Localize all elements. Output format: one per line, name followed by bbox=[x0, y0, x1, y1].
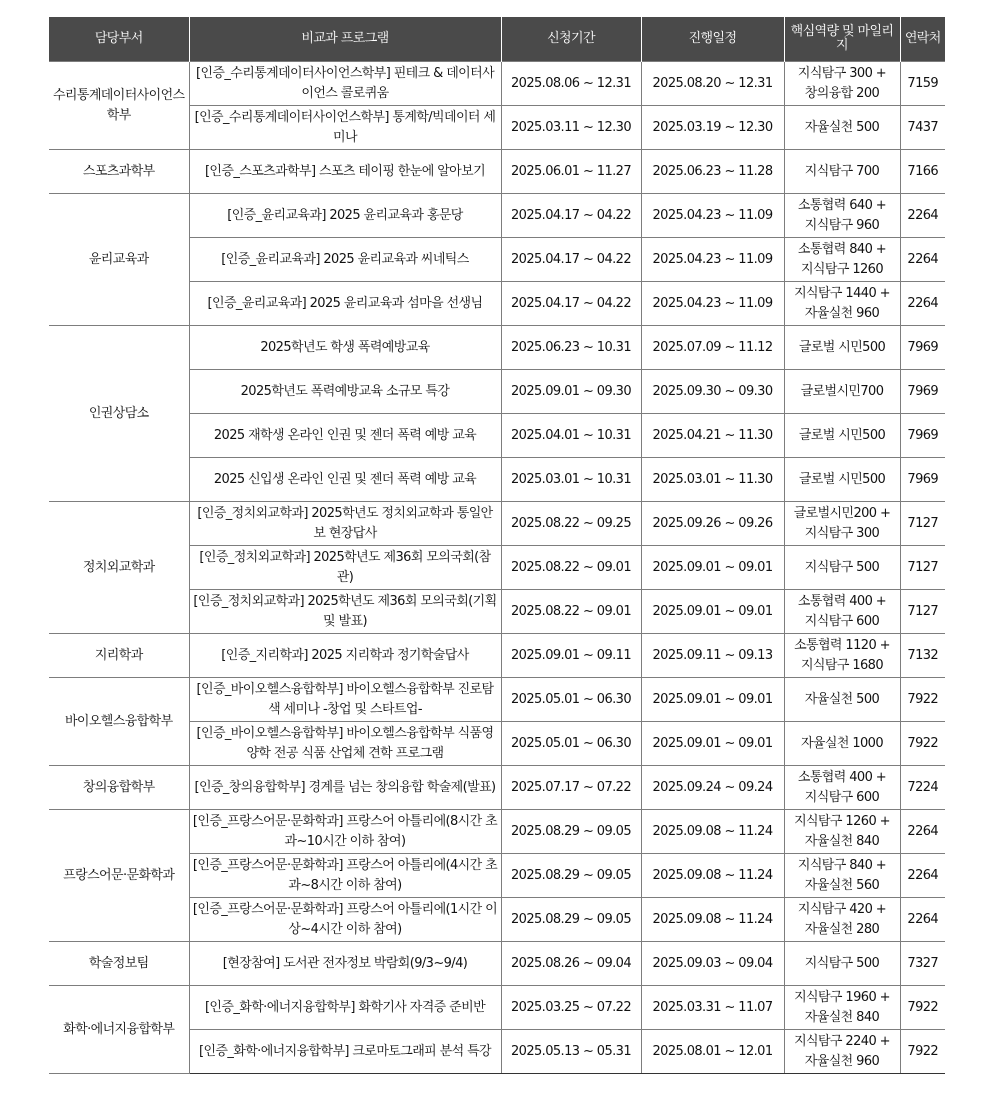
schedule-cell: 2025.04.23 ~ 11.09 bbox=[641, 194, 784, 238]
program-cell: [인증_화학·에너지융합학부] 크로마토그래피 분석 특강 bbox=[189, 1030, 501, 1074]
dept-cell: 창의융합학부 bbox=[49, 766, 189, 810]
schedule-cell: 2025.09.11 ~ 09.13 bbox=[641, 634, 784, 678]
table-row[interactable] bbox=[49, 678, 945, 722]
dept-cell: 화학·에너지융합학부 bbox=[49, 986, 189, 1074]
header-row bbox=[49, 17, 945, 62]
contact-cell: 7969 bbox=[900, 326, 945, 370]
contact-cell: 7437 bbox=[900, 106, 945, 150]
contact-cell: 2264 bbox=[900, 898, 945, 942]
contact-cell: 2264 bbox=[900, 238, 945, 282]
apply-period-cell: 2025.08.29 ~ 09.05 bbox=[501, 854, 641, 898]
points-cell: 지식탐구 700 bbox=[784, 150, 900, 194]
apply-period-cell: 2025.04.01 ~ 10.31 bbox=[501, 414, 641, 458]
contact-cell: 7132 bbox=[900, 634, 945, 678]
apply-period-cell: 2025.08.22 ~ 09.01 bbox=[501, 546, 641, 590]
dept-cell: 프랑스어문·문화학과 bbox=[49, 810, 189, 942]
apply-period-cell: 2025.08.22 ~ 09.25 bbox=[501, 502, 641, 546]
schedule-cell: 2025.09.24 ~ 09.24 bbox=[641, 766, 784, 810]
program-cell: 2025학년도 폭력예방교육 소규모 특강 bbox=[189, 370, 501, 414]
points-cell: 지식탐구 1260 + 자율실천 840 bbox=[784, 810, 900, 854]
contact-cell: 7922 bbox=[900, 1030, 945, 1074]
apply-period-cell: 2025.06.23 ~ 10.31 bbox=[501, 326, 641, 370]
dept-cell: 지리학과 bbox=[49, 634, 189, 678]
program-cell: [인증_윤리교육과] 2025 윤리교육과 홍문당 bbox=[189, 194, 501, 238]
apply-period-cell: 2025.05.01 ~ 06.30 bbox=[501, 678, 641, 722]
contact-cell: 7922 bbox=[900, 678, 945, 722]
program-cell: [인증_프랑스어문·문화학과] 프랑스어 아틀리에(8시간 초과~10시간 이하 참여) bbox=[189, 810, 501, 854]
header-schedule[interactable]: 진행일정 bbox=[641, 17, 784, 62]
contact-cell: 7327 bbox=[900, 942, 945, 986]
schedule-cell: 2025.09.01 ~ 09.01 bbox=[641, 678, 784, 722]
points-cell: 자율실천 500 bbox=[784, 106, 900, 150]
apply-period-cell: 2025.05.13 ~ 05.31 bbox=[501, 1030, 641, 1074]
program-cell: [인증_프랑스어문·문화학과] 프랑스어 아틀리에(4시간 초과~8시간 이하 참여) bbox=[189, 854, 501, 898]
apply-period-cell: 2025.08.06 ~ 12.31 bbox=[501, 62, 641, 106]
schedule-cell: 2025.03.31 ~ 11.07 bbox=[641, 986, 784, 1030]
dept-cell: 윤리교육과 bbox=[49, 194, 189, 326]
schedule-cell: 2025.08.20 ~ 12.31 bbox=[641, 62, 784, 106]
program-cell: [인증_정치외교학과] 2025학년도 제36회 모의국회(기획 및 발표) bbox=[189, 590, 501, 634]
apply-period-cell: 2025.07.17 ~ 07.22 bbox=[501, 766, 641, 810]
dept-cell: 스포츠과학부 bbox=[49, 150, 189, 194]
apply-period-cell: 2025.03.25 ~ 07.22 bbox=[501, 986, 641, 1030]
schedule-cell: 2025.03.19 ~ 12.30 bbox=[641, 106, 784, 150]
schedule-cell: 2025.03.01 ~ 11.30 bbox=[641, 458, 784, 502]
dept-cell: 정치외교학과 bbox=[49, 502, 189, 634]
points-cell: 지식탐구 300 + 창의융합 200 bbox=[784, 62, 900, 106]
table-row[interactable] bbox=[49, 810, 945, 854]
table-row[interactable] bbox=[49, 150, 945, 194]
program-cell: [인증_바이오헬스융합학부] 바이오헬스융합학부 식품영양학 전공 식품 산업체 견학 프로그램 bbox=[189, 722, 501, 766]
points-cell: 자율실천 500 bbox=[784, 678, 900, 722]
apply-period-cell: 2025.09.01 ~ 09.30 bbox=[501, 370, 641, 414]
apply-period-cell: 2025.08.29 ~ 09.05 bbox=[501, 898, 641, 942]
table-row[interactable] bbox=[49, 62, 945, 106]
apply-period-cell: 2025.04.17 ~ 04.22 bbox=[501, 194, 641, 238]
points-cell: 지식탐구 420 + 자율실천 280 bbox=[784, 898, 900, 942]
contact-cell: 7922 bbox=[900, 722, 945, 766]
schedule-cell: 2025.09.08 ~ 11.24 bbox=[641, 854, 784, 898]
program-cell: 2025 재학생 온라인 인권 및 젠더 폭력 예방 교육 bbox=[189, 414, 501, 458]
contact-cell: 7922 bbox=[900, 986, 945, 1030]
points-cell: 자율실천 1000 bbox=[784, 722, 900, 766]
points-cell: 글로벌 시민500 bbox=[784, 326, 900, 370]
points-cell: 소통협력 1120 + 지식탐구 1680 bbox=[784, 634, 900, 678]
header-program[interactable]: 비교과 프로그램 bbox=[189, 17, 501, 62]
schedule-cell: 2025.09.01 ~ 09.01 bbox=[641, 546, 784, 590]
table-row[interactable] bbox=[49, 634, 945, 678]
contact-cell: 7969 bbox=[900, 458, 945, 502]
points-cell: 지식탐구 840 + 자율실천 560 bbox=[784, 854, 900, 898]
apply-period-cell: 2025.08.29 ~ 09.05 bbox=[501, 810, 641, 854]
table-body bbox=[49, 62, 945, 1074]
contact-cell: 2264 bbox=[900, 810, 945, 854]
points-cell: 지식탐구 1440 + 자율실천 960 bbox=[784, 282, 900, 326]
apply-period-cell: 2025.04.17 ~ 04.22 bbox=[501, 282, 641, 326]
header-points[interactable]: 핵심역량 및 마일리지 bbox=[784, 17, 900, 62]
program-cell: [인증_스포츠과학부] 스포츠 테이핑 한눈에 알아보기 bbox=[189, 150, 501, 194]
schedule-cell: 2025.09.26 ~ 09.26 bbox=[641, 502, 784, 546]
apply-period-cell: 2025.08.26 ~ 09.04 bbox=[501, 942, 641, 986]
table-row[interactable] bbox=[49, 502, 945, 546]
points-cell: 지식탐구 500 bbox=[784, 546, 900, 590]
apply-period-cell: 2025.03.11 ~ 12.30 bbox=[501, 106, 641, 150]
contact-cell: 7127 bbox=[900, 590, 945, 634]
points-cell: 소통협력 640 + 지식탐구 960 bbox=[784, 194, 900, 238]
program-cell: 2025 신입생 온라인 인권 및 젠더 폭력 예방 교육 bbox=[189, 458, 501, 502]
points-cell: 소통협력 400 + 지식탐구 600 bbox=[784, 766, 900, 810]
apply-period-cell: 2025.04.17 ~ 04.22 bbox=[501, 238, 641, 282]
contact-cell: 7969 bbox=[900, 370, 945, 414]
apply-period-cell: 2025.09.01 ~ 09.11 bbox=[501, 634, 641, 678]
program-cell: [인증_수리통계데이터사이언스학부] 핀테크 & 데이터사이언스 콜로퀴움 bbox=[189, 62, 501, 106]
points-cell: 지식탐구 2240 + 자율실천 960 bbox=[784, 1030, 900, 1074]
contact-cell: 7159 bbox=[900, 62, 945, 106]
table-row[interactable] bbox=[49, 326, 945, 370]
program-cell: [인증_정치외교학과] 2025학년도 제36회 모의국회(참관) bbox=[189, 546, 501, 590]
program-cell: 2025학년도 학생 폭력예방교육 bbox=[189, 326, 501, 370]
dept-cell: 바이오헬스융합학부 bbox=[49, 678, 189, 766]
schedule-cell: 2025.09.08 ~ 11.24 bbox=[641, 810, 784, 854]
points-cell: 소통협력 400 + 지식탐구 600 bbox=[784, 590, 900, 634]
schedule-cell: 2025.09.03 ~ 09.04 bbox=[641, 942, 784, 986]
program-cell: [인증_정치외교학과] 2025학년도 정치외교학과 통일안보 현장답사 bbox=[189, 502, 501, 546]
points-cell: 글로벌시민700 bbox=[784, 370, 900, 414]
contact-cell: 2264 bbox=[900, 282, 945, 326]
program-cell: [인증_지리학과] 2025 지리학과 정기학술답사 bbox=[189, 634, 501, 678]
contact-cell: 7127 bbox=[900, 546, 945, 590]
contact-cell: 7127 bbox=[900, 502, 945, 546]
schedule-cell: 2025.08.01 ~ 12.01 bbox=[641, 1030, 784, 1074]
contact-cell: 2264 bbox=[900, 854, 945, 898]
header-apply-period[interactable]: 신청기간 bbox=[501, 17, 641, 62]
table-row[interactable] bbox=[49, 194, 945, 238]
dept-cell: 수리통계데이터사이언스학부 bbox=[49, 62, 189, 150]
schedule-cell: 2025.04.23 ~ 11.09 bbox=[641, 282, 784, 326]
schedule-cell: 2025.09.08 ~ 11.24 bbox=[641, 898, 784, 942]
schedule-cell: 2025.09.01 ~ 09.01 bbox=[641, 590, 784, 634]
program-cell: [인증_창의융합학부] 경계를 넘는 창의융합 학술제(발표) bbox=[189, 766, 501, 810]
program-cell: [인증_윤리교육과] 2025 윤리교육과 섬마을 선생님 bbox=[189, 282, 501, 326]
apply-period-cell: 2025.08.22 ~ 09.01 bbox=[501, 590, 641, 634]
points-cell: 글로벌 시민500 bbox=[784, 458, 900, 502]
dept-cell: 학술정보팀 bbox=[49, 942, 189, 986]
schedule-cell: 2025.09.01 ~ 09.01 bbox=[641, 722, 784, 766]
header-contact[interactable]: 연락처 bbox=[900, 17, 945, 62]
contact-cell: 7166 bbox=[900, 150, 945, 194]
program-cell: [인증_화학·에너지융합학부] 화학기사 자격증 준비반 bbox=[189, 986, 501, 1030]
table-row[interactable] bbox=[49, 986, 945, 1030]
points-cell: 글로벌시민200 + 지식탐구 300 bbox=[784, 502, 900, 546]
points-cell: 지식탐구 500 bbox=[784, 942, 900, 986]
dept-cell: 인권상담소 bbox=[49, 326, 189, 502]
points-cell: 소통협력 840 + 지식탐구 1260 bbox=[784, 238, 900, 282]
points-cell: 글로벌 시민500 bbox=[784, 414, 900, 458]
table-row[interactable] bbox=[49, 766, 945, 810]
schedule-cell: 2025.09.30 ~ 09.30 bbox=[641, 370, 784, 414]
program-cell: [인증_윤리교육과] 2025 윤리교육과 씨네틱스 bbox=[189, 238, 501, 282]
program-cell: [인증_수리통계데이터사이언스학부] 통계학/빅데이터 세미나 bbox=[189, 106, 501, 150]
program-cell: [인증_바이오헬스융합학부] 바이오헬스융합학부 진로탐색 세미나 -창업 및 스타트업- bbox=[189, 678, 501, 722]
header-dept[interactable]: 담당부서 bbox=[49, 17, 189, 62]
apply-period-cell: 2025.06.01 ~ 11.27 bbox=[501, 150, 641, 194]
schedule-cell: 2025.06.23 ~ 11.28 bbox=[641, 150, 784, 194]
points-cell: 지식탐구 1960 + 자율실천 840 bbox=[784, 986, 900, 1030]
program-table bbox=[49, 17, 945, 1074]
contact-cell: 2264 bbox=[900, 194, 945, 238]
schedule-cell: 2025.04.21 ~ 11.30 bbox=[641, 414, 784, 458]
contact-cell: 7224 bbox=[900, 766, 945, 810]
table-row[interactable] bbox=[49, 942, 945, 986]
apply-period-cell: 2025.03.01 ~ 10.31 bbox=[501, 458, 641, 502]
program-cell: [현장참여] 도서관 전자정보 박람회(9/3~9/4) bbox=[189, 942, 501, 986]
apply-period-cell: 2025.05.01 ~ 06.30 bbox=[501, 722, 641, 766]
contact-cell: 7969 bbox=[900, 414, 945, 458]
schedule-cell: 2025.07.09 ~ 11.12 bbox=[641, 326, 784, 370]
program-cell: [인증_프랑스어문·문화학과] 프랑스어 아틀리에(1시간 이상~4시간 이하 참여) bbox=[189, 898, 501, 942]
schedule-cell: 2025.04.23 ~ 11.09 bbox=[641, 238, 784, 282]
